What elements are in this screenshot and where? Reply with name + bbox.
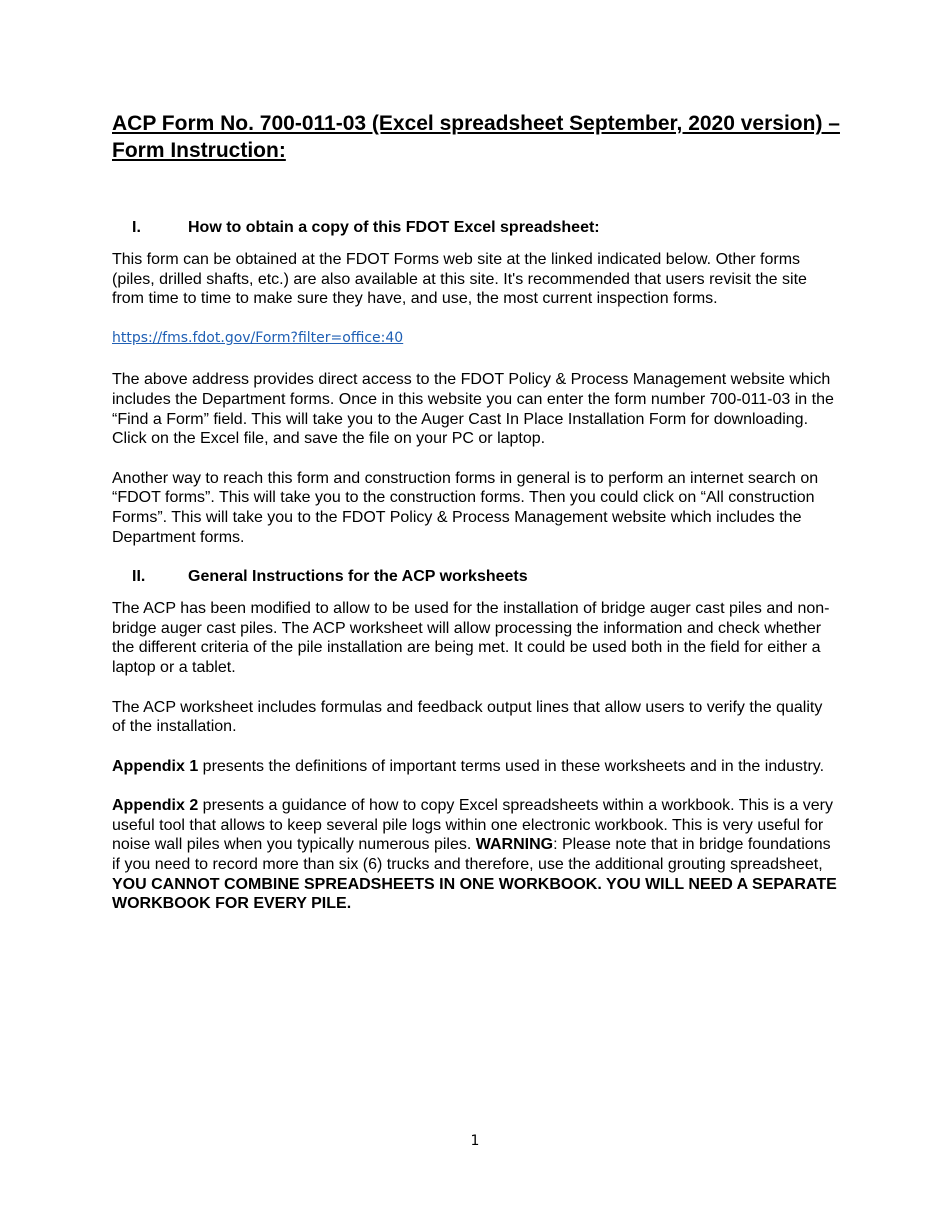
appendix-1-paragraph [112, 757, 840, 777]
section-2-number: II. [132, 568, 146, 586]
forms-link-paragraph [112, 329, 840, 349]
section-2-paragraph-2: The ACP worksheet includes formulas and feedback output lines that allow users to verify the quality of the installation. [112, 698, 823, 736]
document-page [112, 110, 840, 934]
section-1-paragraph-2: The above address provides direct access to the FDOT Policy & Process Management website which includes the Department forms. Once in this website you can enter the form number 700-011-03 in the “Find a Form” field. This will take you to the Auger Cast In Place Installation Form for downloading. Click on the Excel file, and save the file on your PC or laptop. [112, 371, 834, 448]
section-2-heading [112, 567, 840, 587]
section-1-number: I. [132, 219, 141, 236]
warning-text: : Please note that in bridge foundations if you need to record more than six (6) trucks and therefore, use the additional grouting spreadsheet, [112, 836, 831, 874]
appendix-2-text: presents a guidance of how to copy Excel spreadsheets within a workbook. This is a very useful tool that allows to keep several pile logs within one electronic workbook. This is very useful for noise wall piles when you typically numerous piles. [112, 797, 833, 854]
section-1-paragraph-1: This form can be obtained at the FDOT Forms web site at the linked indicated below. Other forms (piles, drilled shafts, etc.) are also available at this site. It's recommended that users revisit the site from time to time to make sure they have, and use, the most current inspection forms. [112, 251, 807, 308]
section-1-heading [112, 218, 840, 238]
appendix-2-label: Appendix 2 [112, 797, 199, 815]
appendix-1-text: presents the definitions of important terms used in these worksheets and in the industry. [198, 757, 825, 775]
page-number: 1 [470, 1133, 480, 1149]
appendix-1-label: Appendix 1 [112, 757, 199, 775]
warning-label: WARNING [475, 836, 554, 854]
section-1-paragraph-3: Another way to reach this form and construction forms in general is to perform an internet search on “FDOT forms”. This will take you to the construction forms. Then you could click on “All construction Forms”. This will take you to the FDOT Policy & Process Management website which includes the Department forms. [112, 469, 819, 546]
document-title: ACP Form No. 700-011-03 (Excel spreadsheet September, 2020 version) – Form Instruction: [112, 112, 840, 162]
fdot-forms-link[interactable]: https://fms.fdot.gov/Form?filter=office:40 [112, 329, 404, 346]
appendix-2-paragraph [112, 796, 840, 914]
section-1-title: How to obtain a copy of this FDOT Excel spreadsheet: [188, 219, 600, 236]
section-2-title: General Instructions for the ACP worksheets [188, 568, 528, 586]
section-2-paragraph-1: The ACP has been modified to allow to be used for the installation of bridge auger cast piles and non-bridge auger cast piles. The ACP worksheet will allow processing the information and check whether the different criteria of the pile installation are being met. It could be used both in the field for either a laptop or a tablet. [112, 600, 830, 676]
warning-caps: YOU CANNOT COMBINE SPREADSHEETS IN ONE WORKBOOK. YOU WILL NEED A SEPARATE WORKBOOK FOR EVERY PILE. [112, 875, 837, 913]
